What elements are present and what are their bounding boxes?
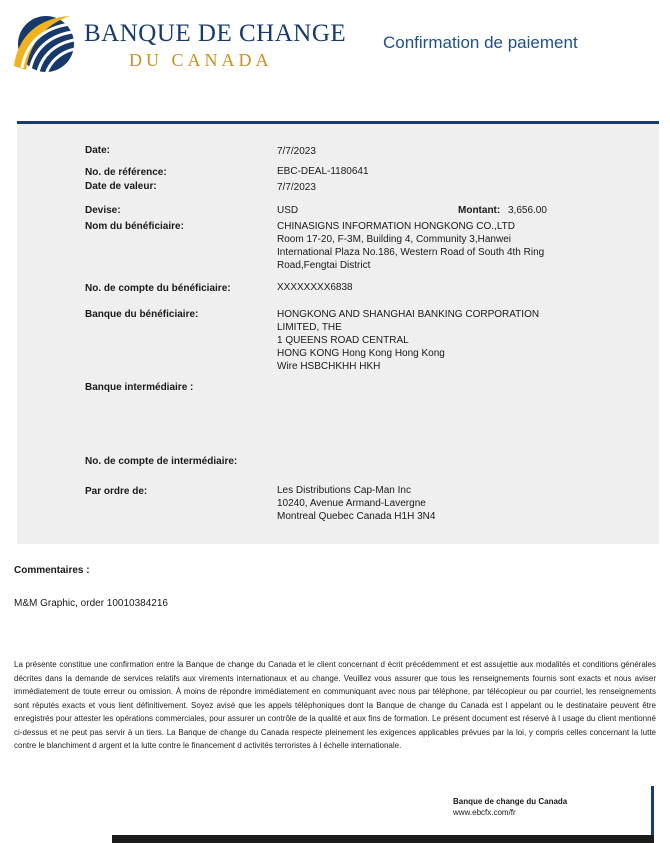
reference-value: EBC-DEAL-1180641 — [277, 166, 369, 177]
ordered-by-line: Montreal Quebec Canada H1H 3N4 — [277, 511, 436, 522]
currency-label: Devise: — [85, 205, 121, 216]
comments-value: M&M Graphic, order 10010384216 — [14, 598, 168, 609]
logo-main-text: BANQUE DE CHANGE — [84, 20, 347, 47]
reference-label: No. de référence: — [85, 167, 167, 178]
legal-disclaimer: La présente constitue une confirmation entre la Banque de change du Canada et le client concernant d écrit précédemment et est assujettie aux modalités et conditions générales décrites dans la demande de services relatifs aux virements internationaux et au change. Veuillez vous assurer que tous les renseignements fournis sont exacts et nous aviser immédiatement de toute erreur ou omission. À moins de répondre immédiatement en communiquant avec nous par téléphone, par télécopieur ou par courriel, les renseignements sont réputés exacts et vous lient définitivement. Soyez avisé que les appels téléphoniques dont la Banque de change du Canada est l appelant ou le destinataire peuvent être enregistrés pour attester les opérations commerciales, pour assurer un contrôle de la qualité et aux fins de formation. Le présent document est réservé à l usage du client mentionné ci-dessus et ne peut pas servir à un tiers. La Banque de change du Canada respecte pleinement les exigences applicables prévues par la loi, y compris celles concernant la lutte contre le blanchiment d argent et la lutte contre le financement d activités terroristes à l échelle internationale. — [14, 660, 656, 750]
date-value: 7/7/2023 — [277, 146, 316, 157]
beneficiary-bank-value — [277, 308, 539, 373]
amount-value: 3,656.00 — [508, 205, 547, 216]
beneficiary-bank-label: Banque du bénéficiaire: — [85, 309, 199, 320]
footer-website: www.ebcfx.com/fr — [453, 808, 516, 817]
payment-details-panel — [17, 121, 659, 544]
intermediary-account-label: No. de compte de intermédiaire: — [85, 456, 238, 467]
intermediary-bank-label: Banque intermédiaire : — [85, 382, 194, 393]
amount-label: Montant: — [458, 205, 501, 216]
ordered-by-line: Les Distributions Cap-Man Inc — [277, 485, 411, 496]
value-date-value: 7/7/2023 — [277, 182, 316, 193]
beneficiary-name-label: Nom du bénéficiaire: — [85, 221, 184, 232]
footer-frame — [112, 786, 654, 838]
date-label: Date: — [85, 145, 111, 156]
footer-bank-name: Banque de change du Canada — [453, 797, 568, 806]
beneficiary-name-line: Road,Fengtai District — [277, 260, 371, 271]
beneficiary-name-line: Room 17-20, F-3M, Building 4, Community 3,Hanwei — [277, 234, 511, 245]
beneficiary-bank-line: Wire HSBCHKHH HKH — [277, 361, 381, 372]
logo-swoosh-icon — [8, 8, 78, 78]
beneficiary-bank-line: 1 QUEENS ROAD CENTRAL — [277, 335, 409, 346]
ordered-by-line: 10240, Avenue Armand-Lavergne — [277, 498, 426, 509]
value-date-label: Date de valeur: — [85, 181, 157, 192]
beneficiary-name-line: CHINASIGNS INFORMATION HONGKONG CO.,LTD — [277, 221, 515, 232]
beneficiary-name-line: International Plaza No.186, Western Road of South 4th Ring — [277, 247, 545, 258]
bank-logo — [8, 8, 347, 80]
page-title: Confirmation de paiement — [383, 33, 578, 52]
comments-label: Commentaires : — [14, 565, 90, 576]
beneficiary-account-value: XXXXXXXX6838 — [277, 282, 353, 293]
footer-bar — [112, 835, 654, 843]
beneficiary-bank-line: HONGKONG AND SHANGHAI BANKING CORPORATION — [277, 309, 540, 320]
ordered-by-value — [277, 484, 435, 523]
currency-value: USD — [277, 205, 299, 216]
beneficiary-account-label: No. de compte du bénéficiaire: — [85, 283, 231, 294]
logo-sub-text: DU CANADA — [129, 50, 273, 70]
beneficiary-name-value — [277, 220, 544, 272]
beneficiary-bank-line: HONG KONG Hong Kong Hong Kong — [277, 348, 445, 359]
beneficiary-bank-line: LIMITED, THE — [277, 322, 342, 333]
ordered-by-label: Par ordre de: — [85, 486, 148, 497]
